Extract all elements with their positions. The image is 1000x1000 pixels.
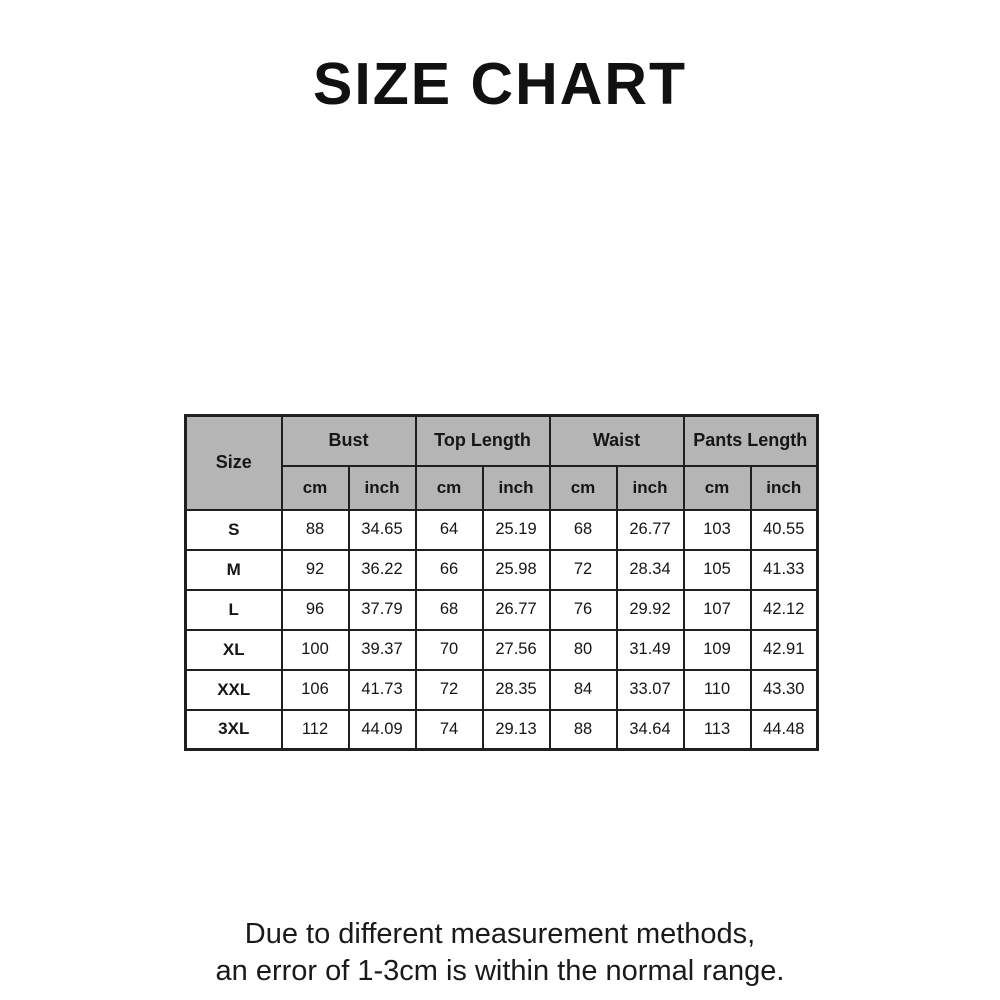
- table-cell: 68: [550, 510, 617, 550]
- table-row-s: [186, 510, 818, 550]
- table-cell: 92: [282, 550, 349, 590]
- table-cell: 106: [282, 670, 349, 710]
- table-cell: 107: [684, 590, 751, 630]
- table-cell: 96: [282, 590, 349, 630]
- table-cell: 88: [282, 510, 349, 550]
- table-cell: 100: [282, 630, 349, 670]
- size-label: XL: [186, 630, 282, 670]
- table-cell: 34.65: [349, 510, 416, 550]
- table-body: [186, 510, 818, 750]
- table-cell: 41.73: [349, 670, 416, 710]
- group-header-pants-length: Pants Length: [684, 416, 818, 466]
- size-label: 3XL: [186, 710, 282, 750]
- table-cell: 28.35: [483, 670, 550, 710]
- table-cell: 37.79: [349, 590, 416, 630]
- table-cell: 33.07: [617, 670, 684, 710]
- table-cell: 110: [684, 670, 751, 710]
- table-cell: 34.64: [617, 710, 684, 750]
- measurement-note-line2: an error of 1-3cm is within the normal range.: [215, 955, 785, 987]
- table-cell: 103: [684, 510, 751, 550]
- table-cell: 84: [550, 670, 617, 710]
- table-cell: 29.92: [617, 590, 684, 630]
- table-cell: 39.37: [349, 630, 416, 670]
- measurement-note: [0, 916, 1000, 990]
- group-header-waist: Waist: [550, 416, 684, 466]
- size-chart-table: [184, 414, 819, 751]
- table-cell: 76: [550, 590, 617, 630]
- measurement-note-line1: Due to different measurement methods,: [244, 918, 756, 950]
- table-cell: 88: [550, 710, 617, 750]
- table-cell: 105: [684, 550, 751, 590]
- table-cell: 36.22: [349, 550, 416, 590]
- group-header-top-length: Top Length: [416, 416, 550, 466]
- group-header-row: [186, 416, 818, 466]
- page-title: SIZE CHART: [313, 51, 687, 117]
- unit-header-waist-inch: inch: [617, 466, 684, 510]
- table-cell: 72: [550, 550, 617, 590]
- table-cell: 42.12: [751, 590, 818, 630]
- table-cell: 72: [416, 670, 483, 710]
- table-cell: 41.33: [751, 550, 818, 590]
- table-cell: 80: [550, 630, 617, 670]
- table-row-xl: [186, 630, 818, 670]
- table-row-3xl: [186, 710, 818, 750]
- table-cell: 70: [416, 630, 483, 670]
- unit-header-bust-inch: inch: [349, 466, 416, 510]
- size-label: M: [186, 550, 282, 590]
- size-label: XXL: [186, 670, 282, 710]
- table-row-m: [186, 550, 818, 590]
- table-cell: 31.49: [617, 630, 684, 670]
- table-cell: 112: [282, 710, 349, 750]
- table-cell: 44.09: [349, 710, 416, 750]
- table-cell: 113: [684, 710, 751, 750]
- size-label: L: [186, 590, 282, 630]
- size-column-header: Size: [186, 416, 282, 510]
- table-cell: 40.55: [751, 510, 818, 550]
- table-cell: 27.56: [483, 630, 550, 670]
- table-cell: 25.98: [483, 550, 550, 590]
- table-header: [186, 416, 818, 510]
- table-cell: 64: [416, 510, 483, 550]
- table-cell: 109: [684, 630, 751, 670]
- table-row-xxl: [186, 670, 818, 710]
- table-cell: 25.19: [483, 510, 550, 550]
- table-row-l: [186, 590, 818, 630]
- table-cell: 28.34: [617, 550, 684, 590]
- unit-header-pants-cm: cm: [684, 466, 751, 510]
- table-cell: 68: [416, 590, 483, 630]
- table-cell: 26.77: [483, 590, 550, 630]
- table-cell: 74: [416, 710, 483, 750]
- table-cell: 44.48: [751, 710, 818, 750]
- unit-header-waist-cm: cm: [550, 466, 617, 510]
- size-label: S: [186, 510, 282, 550]
- table-cell: 29.13: [483, 710, 550, 750]
- table-cell: 42.91: [751, 630, 818, 670]
- table-cell: 43.30: [751, 670, 818, 710]
- group-header-bust: Bust: [282, 416, 416, 466]
- unit-header-bust-cm: cm: [282, 466, 349, 510]
- unit-header-top-cm: cm: [416, 466, 483, 510]
- unit-header-pants-inch: inch: [751, 466, 818, 510]
- unit-header-top-inch: inch: [483, 466, 550, 510]
- table-cell: 26.77: [617, 510, 684, 550]
- table-cell: 66: [416, 550, 483, 590]
